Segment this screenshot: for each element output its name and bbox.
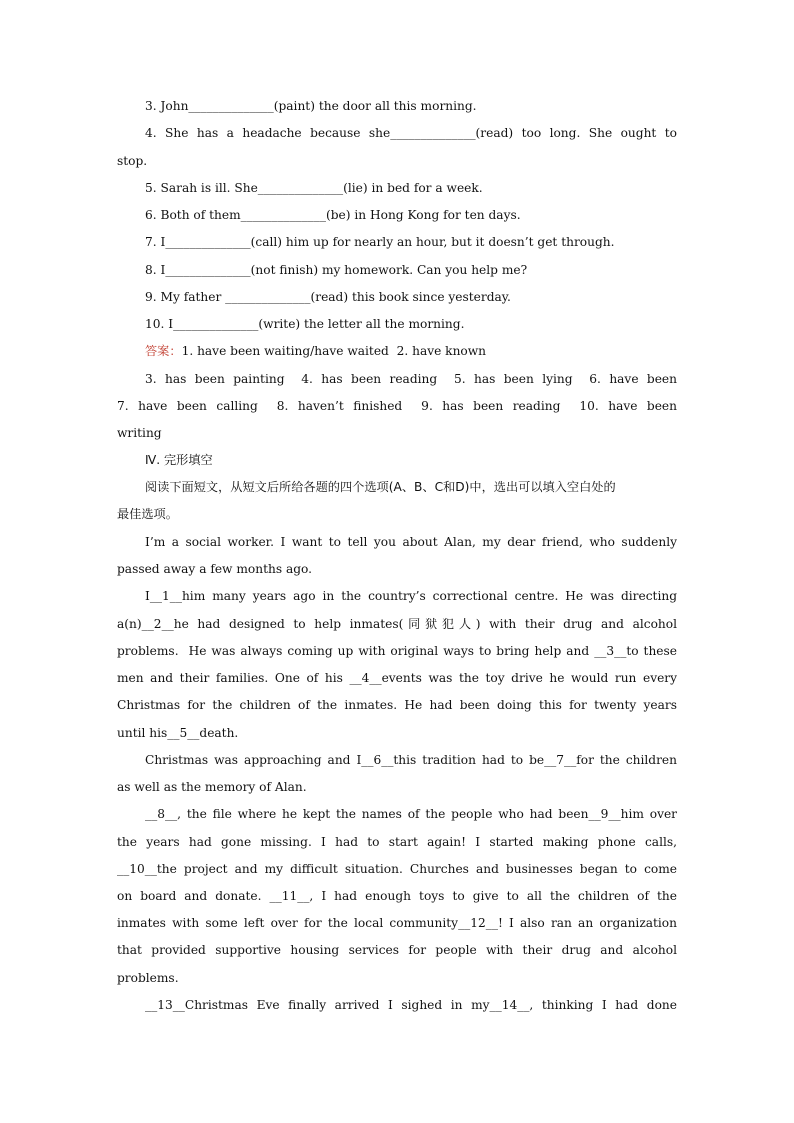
passage-line: inmates with some left over for the local community__12__! I also ran an organization xyxy=(117,916,677,930)
passage-line: __8__, the file where he kept the names of the people who had been__9__him over xyxy=(145,807,677,821)
passage-line: men and their families. One of his __4__events was the toy drive he would run every xyxy=(117,671,677,685)
passage-line: I’m a social worker. I want to tell you about Alan, my dear friend, who suddenly xyxy=(145,535,677,549)
answers-line-3: 7. have been calling 8. haven’t finished 9. has been reading 10. have been xyxy=(117,399,677,413)
passage-line: that provided supportive housing services for people with their drug and alcohol xyxy=(117,943,677,957)
passage-line: the years had gone missing. I had to start again! I started making phone calls, xyxy=(117,835,677,849)
answers-line-2: 3. has been painting 4. has been reading 5. has been lying 6. have been xyxy=(145,372,677,386)
grammar-item-10: 10. I______________(write) the letter all the morning. xyxy=(145,317,465,331)
grammar-item-5: 5. Sarah is ill. She______________(lie) in bed for a week. xyxy=(145,181,483,195)
grammar-item-8: 8. I______________(not finish) my homework. Can you help me? xyxy=(145,263,528,277)
passage-line: Christmas for the children of the inmates. He had been doing this for twenty years xyxy=(117,698,677,712)
passage-line: on board and donate. __11__, I had enough toys to give to all the children of the xyxy=(117,889,677,903)
section-instruction-1: 阅读下面短文，从短文后所给各题的四个选项(A、B、C和D)中，选出可以填入空白处的 xyxy=(145,480,616,494)
answers-line-1 xyxy=(145,343,486,359)
passage-line: __10__the project and my difficult situation. Churches and businesses began to come xyxy=(117,862,677,876)
passage-line: as well as the memory of Alan. xyxy=(117,780,307,794)
grammar-item-4-cont: stop. xyxy=(117,154,148,168)
section-instruction-2: 最佳选项。 xyxy=(117,507,178,521)
grammar-item-9: 9. My father ______________(read) this book since yesterday. xyxy=(145,290,511,304)
section-heading: Ⅳ. 完形填空 xyxy=(145,453,213,467)
passage-line: I__1__him many years ago in the country’s correctional centre. He was directing xyxy=(145,589,677,603)
answers-line-4: writing xyxy=(117,426,162,440)
grammar-item-4: 4. She has a headache because she______________(read) too long. She ought to xyxy=(145,126,677,140)
grammar-item-6: 6. Both of them______________(be) in Hong Kong for ten days. xyxy=(145,208,521,222)
passage-line: a(n)__2__he had designed to help inmates(同狱犯人) with their drug and alcohol xyxy=(117,617,677,631)
answers-label: 答案： xyxy=(145,344,182,358)
answers-text-1: 1. have been waiting/have waited 2. have known xyxy=(181,344,487,358)
passage-line: Christmas was approaching and I__6__this tradition had to be__7__for the children xyxy=(145,753,677,767)
passage-line: problems. xyxy=(117,971,179,985)
grammar-item-3: 3. John______________(paint) the door all this morning. xyxy=(145,99,477,113)
passage-line: problems. He was always coming up with original ways to bring help and __3__to these xyxy=(117,644,677,658)
passage-line: passed away a few months ago. xyxy=(117,562,313,576)
passage-line: __13__Christmas Eve finally arrived I sighed in my__14__, thinking I had done xyxy=(145,998,677,1012)
grammar-item-7: 7. I______________(call) him up for nearly an hour, but it doesn’t get through. xyxy=(145,235,615,249)
passage-line: until his__5__death. xyxy=(117,726,239,740)
